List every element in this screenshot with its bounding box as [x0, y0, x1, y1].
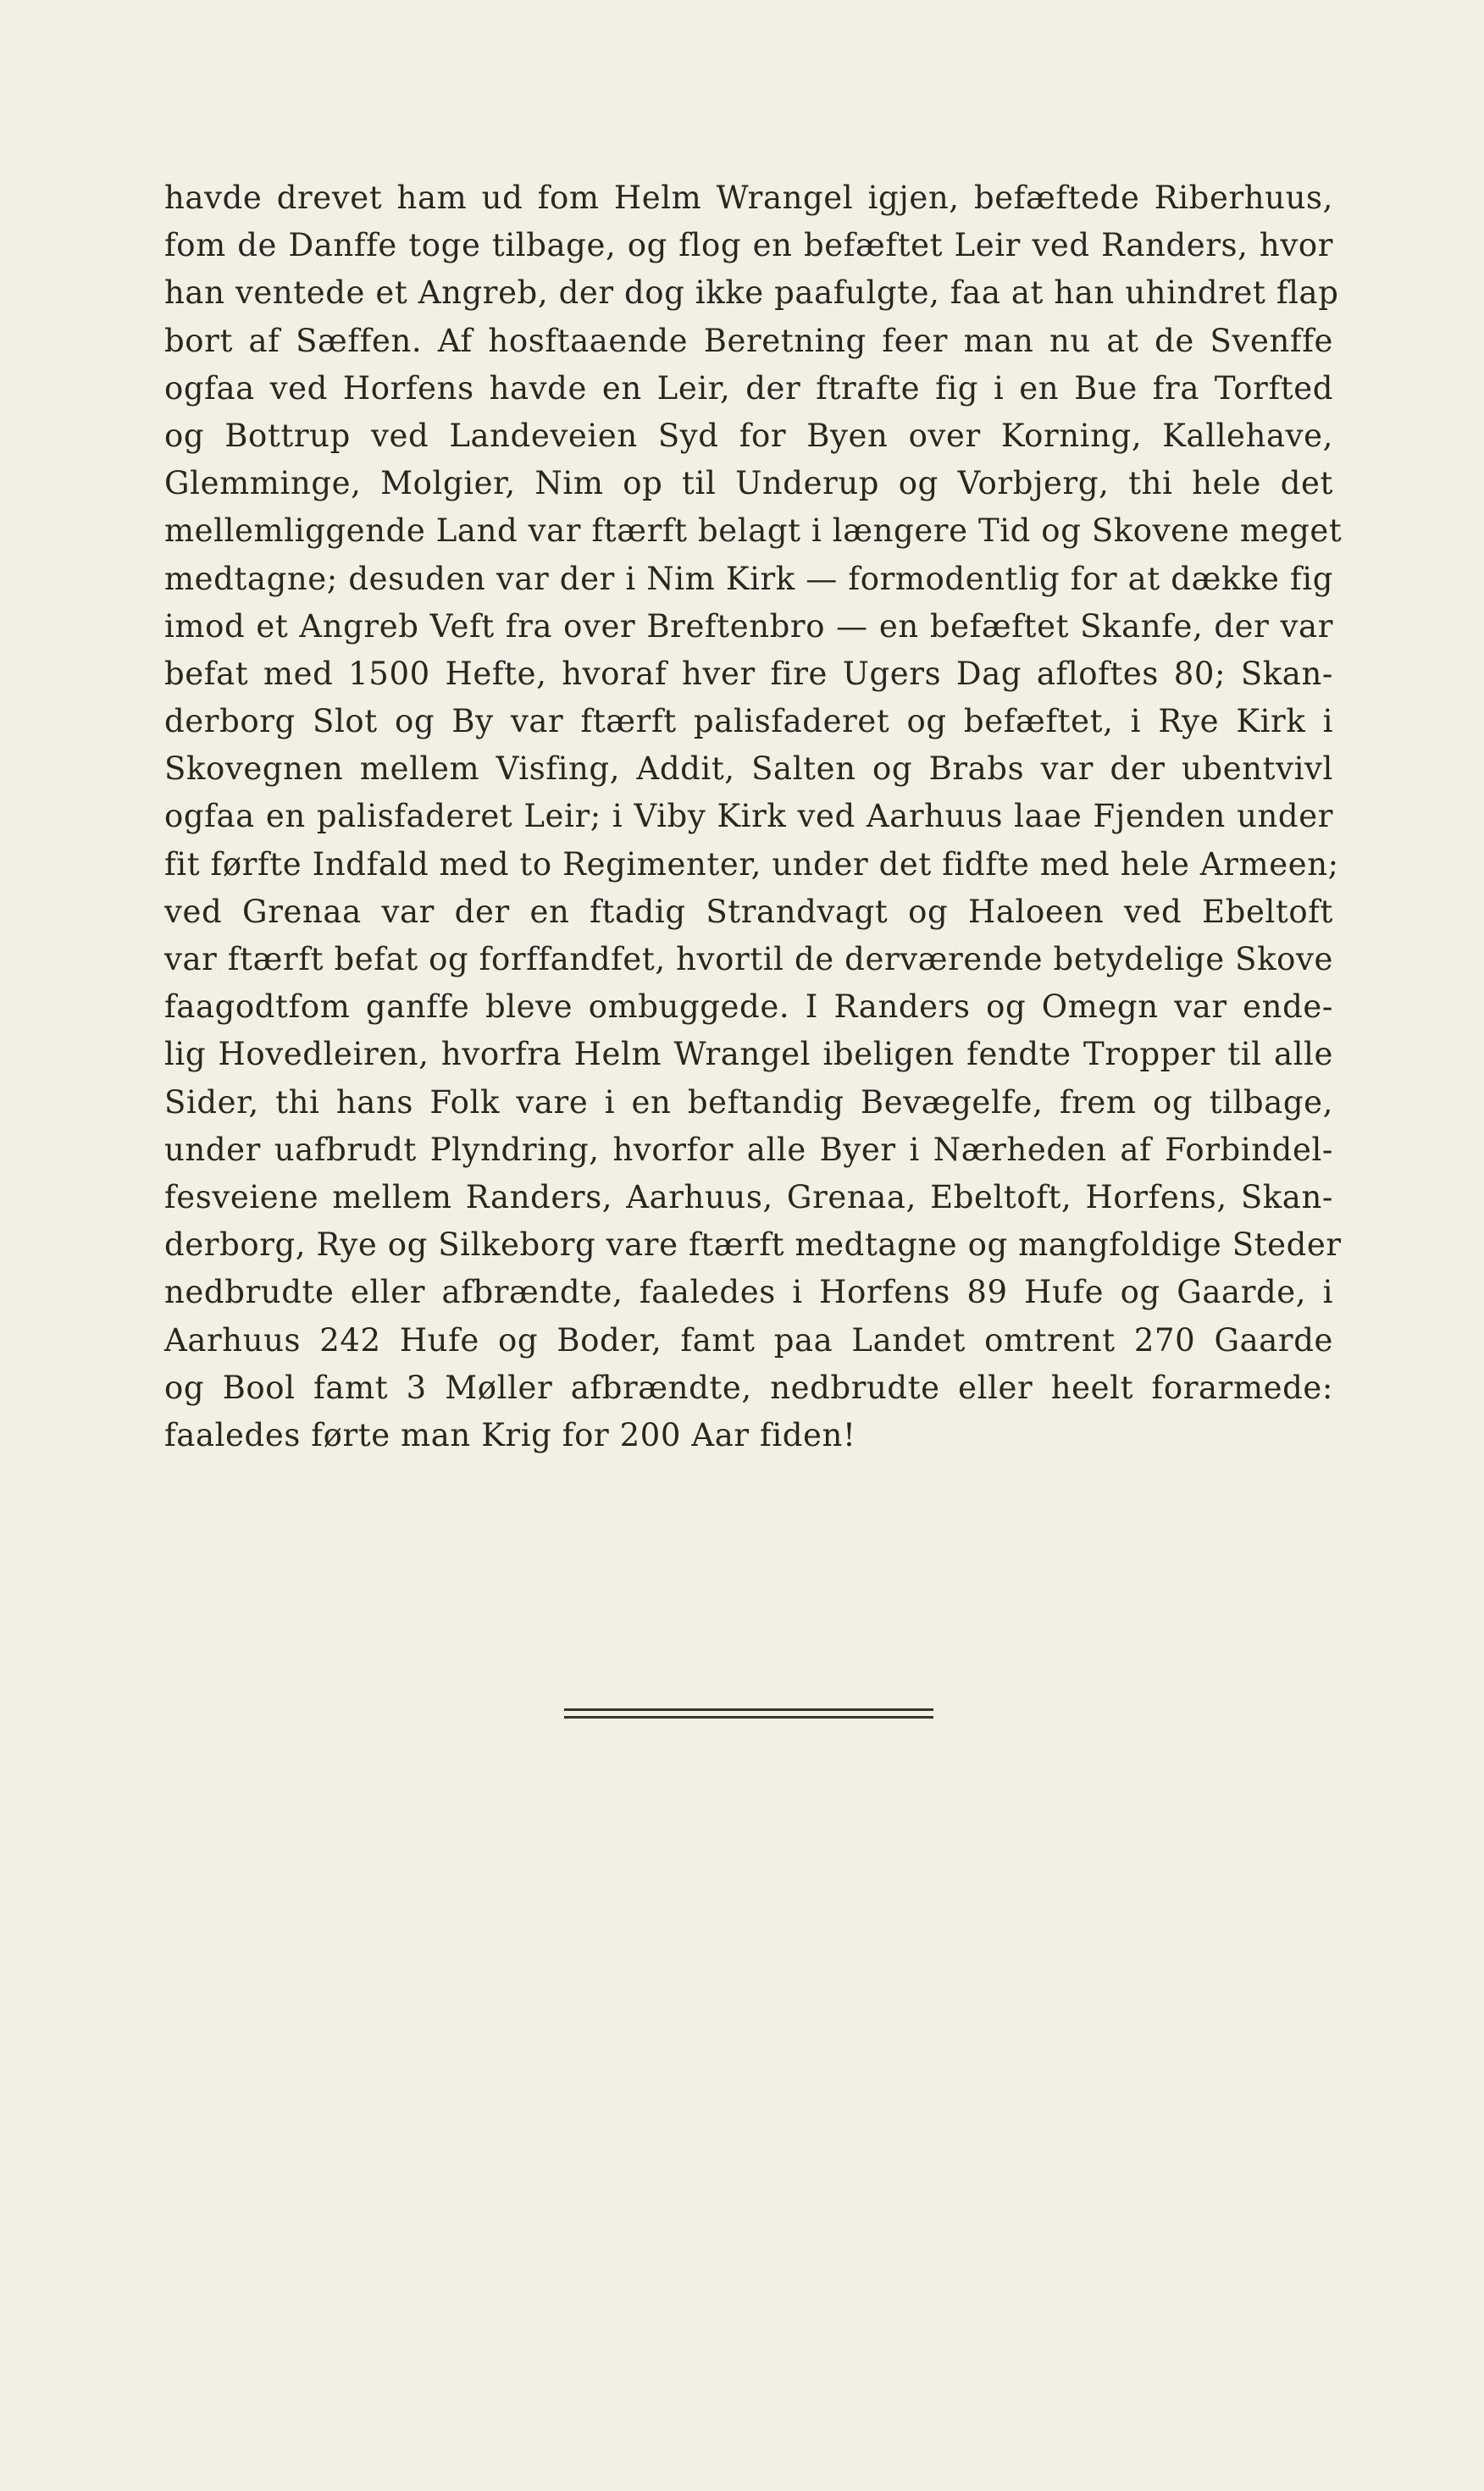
- text-line: ved Grenaa var der en ftadig Strandvagt og Haloeen ved Ebeltoft: [164, 893, 1333, 930]
- text-line: lig Hovedleiren, hvorfra Helm Wrangel ibeligen fendte Tropper til alle: [164, 1036, 1333, 1073]
- text-line: befat med 1500 Hefte, hvoraf hver fire Ugers Dag afloftes 80; Skan-: [164, 655, 1333, 692]
- text-line: imod et Angreb Veft fra over Breftenbro — en befæftet Skanfe, der var: [164, 607, 1333, 645]
- text-line: ogfaa ved Horfens havde en Leir, der ftrafte fig i en Bue fra Torfted: [164, 369, 1333, 407]
- text-line: under uafbrudt Plyndring, hvorfor alle Byer i Nærheden af Forbindel-: [164, 1131, 1333, 1168]
- text-line: medtagne; desuden var der i Nim Kirk — formodentlig for at dække fig: [164, 560, 1333, 597]
- text-line: han ventede et Angreb, der dog ikke paafulgte, faa at han uhindret flap: [164, 274, 1339, 312]
- text-line: var ftærft befat og forffandfet, hvortil de derværende betydelige Skove: [164, 941, 1333, 977]
- text-line: fesveiene mellem Randers, Aarhuus, Grenaa, Ebeltoft, Horfens, Skan-: [164, 1178, 1333, 1215]
- text-line-final: faaledes førte man Krig for 200 Aar fiden!: [164, 1416, 856, 1453]
- text-line: Glemminge, Molgier, Nim op til Underup og Vorbjerg, thi hele det: [164, 465, 1333, 502]
- text-line: Sider, thi hans Folk vare i en beftandig Bevægelfe, frem og tilbage,: [164, 1083, 1333, 1121]
- text-line: havde drevet ham ud fom Helm Wrangel igjen, befæftede Riberhuus,: [164, 180, 1333, 216]
- text-line: bort af Sæffen. Af hosftaaende Beretning feer man nu at de Svenffe: [164, 322, 1333, 359]
- text-line: faagodtfom ganffe bleve ombuggede. I Randers og Omegn var ende-: [164, 988, 1333, 1026]
- text-line: fom de Danffe toge tilbage, og flog en befæftet Leir ved Randers, hvor: [164, 227, 1333, 264]
- divider-rule-bottom: [564, 1716, 933, 1719]
- section-divider: [564, 1708, 933, 1720]
- text-line: derborg Slot og By var ftærft palisfaderet og befæftet, i Rye Kirk i: [164, 703, 1333, 740]
- text-line: og Bool famt 3 Møller afbrændte, nedbrudte eller heelt forarmede:: [164, 1369, 1333, 1406]
- body-text: [164, 174, 1343, 1459]
- text-line: nedbrudte eller afbrændte, faaledes i Horfens 89 Hufe og Gaarde, i: [164, 1274, 1333, 1311]
- text-line: fit førfte Indfald med to Regimenter, under det fidfte med hele Armeen;: [164, 845, 1339, 883]
- text-line: Aarhuus 242 Hufe og Boder, famt paa Landet omtrent 270 Gaarde: [164, 1321, 1333, 1359]
- text-line: og Bottrup ved Landeveien Syd for Byen over Korning, Kallehave,: [164, 417, 1333, 454]
- text-line: derborg, Rye og Silkeborg vare ftærft medtagne og mangfoldige Steder: [164, 1226, 1342, 1264]
- divider-rule-top: [564, 1708, 933, 1711]
- text-line: mellemliggende Land var ftærft belagt i længere Tid og Skovene meget: [164, 512, 1343, 550]
- text-line: Skovegnen mellem Visfing, Addit, Salten og Brabs var der ubentvivl: [164, 750, 1333, 788]
- text-line: ogfaa en palisfaderet Leir; i Viby Kirk ved Aarhuus laae Fjenden under: [164, 798, 1333, 835]
